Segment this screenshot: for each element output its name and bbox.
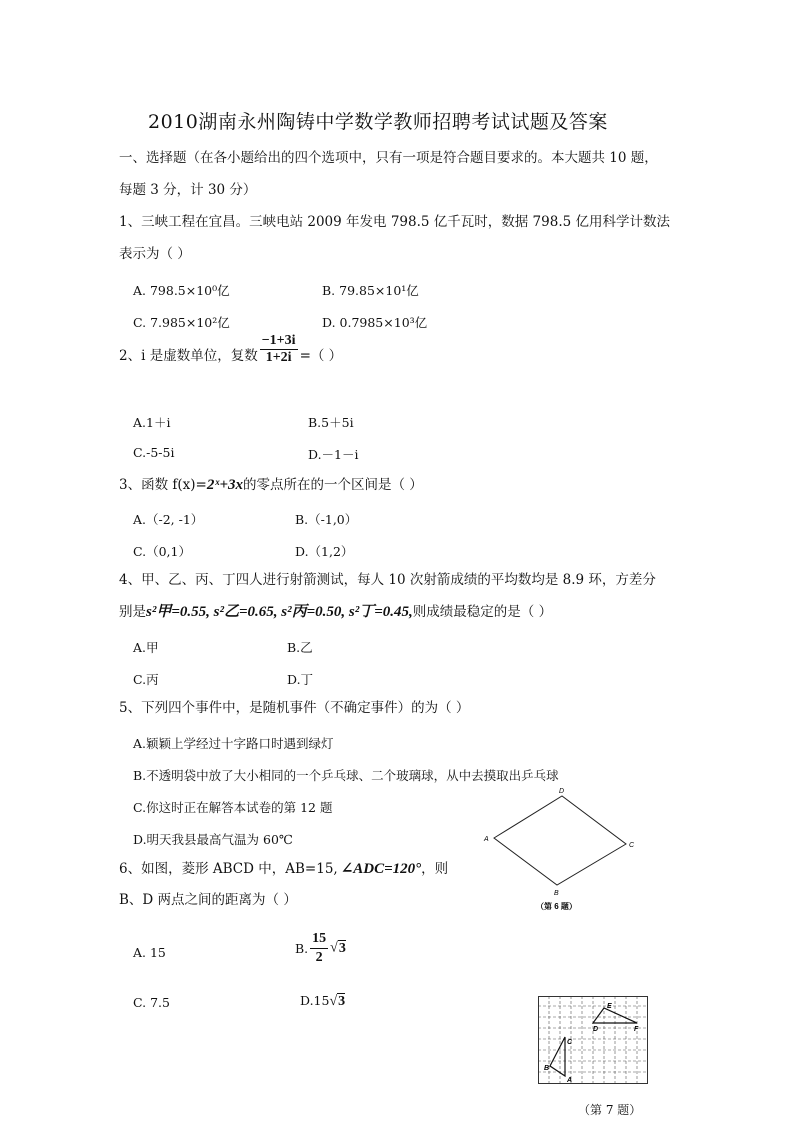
q5-option-c: C.你这时正在解答本试卷的第 12 题 [133, 800, 333, 815]
q3-stem-suffix: 的零点所在的一个区间是（ ） [243, 477, 423, 493]
q6-option-a: A. 15 [133, 945, 166, 960]
q6-rhombus-figure [480, 785, 640, 915]
q3-option-b: B.（-1,0） [295, 512, 358, 527]
q1-option-b: B. 79.85×10¹亿 [322, 283, 419, 298]
q6-option-d [300, 993, 345, 1010]
grid-label-a: A [567, 1077, 573, 1084]
page-title: 2010湖南永州陶铸中学数学教师招聘考试试题及答案 [148, 111, 608, 133]
q6-option-b-denominator: 2 [315, 950, 323, 965]
vertex-label-a: A [484, 836, 489, 843]
q7-grid-figure [538, 996, 650, 1086]
triangle-abc [550, 1037, 565, 1076]
q3-option-c: C.（0,1） [133, 544, 191, 559]
grid-border [539, 997, 648, 1084]
grid-label-d: D [593, 1026, 599, 1033]
q6-option-b [295, 931, 346, 966]
q3-option-a: A.（-2, -1） [133, 512, 204, 527]
q5-option-d: D.明天我县最高气温为 60℃ [133, 832, 293, 847]
q3-stem [119, 478, 423, 493]
vertex-label-c: C [629, 842, 635, 849]
q7-figure-caption: （第 7 题） [578, 1103, 642, 1117]
vertex-label-b: B [554, 890, 559, 897]
q6-option-b-fraction [310, 931, 328, 966]
q2-fraction-denominator: 1+2i [265, 350, 292, 365]
q6-stem-line1 [119, 862, 448, 877]
vertex-label-d: D [559, 788, 565, 795]
section1-line1: 一、选择题（在各小题给出的四个选项中，只有一项是符合题目要求的。本大题共 10 题， [119, 150, 658, 166]
q2-stem [119, 333, 343, 365]
q3-option-d: D.（1,2） [295, 544, 354, 559]
q3-function-expression: 2ˣ+3x [206, 477, 243, 493]
section1-line2: 每题 3 分，计 30 分） [119, 182, 257, 198]
q1-stem-line1: 1、三峡工程在宜昌。三峡电站 2009 年发电 798.5 亿千瓦时，数据 798.5 亿用科学计数法 [119, 214, 670, 230]
q2-stem-prefix: 2、i 是虚数单位，复数 [119, 348, 258, 364]
rhombus-abcd [494, 796, 626, 885]
q5-stem: 5、下列四个事件中，是随机事件（不确定事件）的为（ ） [119, 700, 470, 716]
q1-option-c: C. 7.985×10²亿 [133, 315, 230, 330]
q4-option-c: C.丙 [133, 672, 159, 687]
q2-option-c: C.-5-5i [133, 445, 175, 460]
grid-label-e: E [607, 1003, 612, 1010]
q6-option-b-sqrt: √3 [330, 940, 346, 956]
q6-stem-line2: B、D 两点之间的距离为（ ） [119, 892, 297, 908]
q4-stem-suffix: 则成绩最稳定的是（ ） [412, 604, 553, 620]
q4-option-d: D.丁 [287, 672, 314, 687]
q4-variance-expression: s²甲=0.55, s²乙=0.65, s²丙=0.50, s²丁=0.45, [146, 604, 413, 620]
q2-option-d: D.－1－i [308, 447, 359, 462]
q1-option-d: D. 0.7985×10³亿 [322, 315, 428, 330]
q2-option-b: B.5＋5i [308, 415, 354, 430]
q6-option-d-sqrt: √3 [329, 994, 346, 1009]
q4-stem-prefix: 别是 [119, 604, 146, 620]
q6-option-c: C. 7.5 [133, 995, 170, 1010]
grid-label-c: C [567, 1039, 573, 1046]
q6-option-d-radicand: 3 [338, 994, 346, 1009]
triangle-def [593, 1008, 637, 1023]
q6-option-b-radicand: 3 [338, 940, 346, 956]
q6-stem-prefix: 6、如图，菱形 ABCD 中，AB=15, [119, 861, 338, 877]
q2-fraction-numerator: −1+3i [261, 333, 296, 348]
q4-stem-line1: 4、甲、乙、丙、丁四人进行射箭测试，每人 10 次射箭成绩的平均数均是 8.9 环，方差分 [119, 572, 656, 588]
q4-option-a: A.甲 [133, 640, 159, 655]
q5-option-b: B.不透明袋中放了大小相同的一个乒乓球、二个玻璃球，从中去摸取出乒乓球 [133, 768, 559, 783]
q1-stem-line2: 表示为（ ） [119, 246, 191, 262]
q6-stem-suffix: ，则 [421, 861, 449, 877]
q6-option-d-prefix: D.15 [300, 993, 330, 1008]
q5-option-a: A.颖颖上学经过十字路口时遇到绿灯 [133, 736, 334, 751]
q2-fraction [260, 334, 298, 365]
q2-stem-suffix: =（ ） [299, 348, 343, 364]
q6-figure-caption: （第 6 题） [536, 902, 577, 911]
grid-label-b: B [544, 1065, 550, 1072]
q6-option-b-numerator: 15 [310, 931, 328, 949]
q2-option-a: A.1＋i [133, 415, 171, 430]
q4-stem-line2 [119, 605, 552, 620]
q6-angle-expression: ∠ADC=120° [340, 861, 422, 877]
q3-stem-prefix: 3、函数 f(x)= [119, 477, 207, 493]
q6-option-b-prefix: B. [295, 941, 309, 956]
q4-option-b: B.乙 [287, 640, 313, 655]
q1-option-a: A. 798.5×10⁰亿 [133, 283, 230, 298]
grid-label-f: F [634, 1026, 639, 1033]
